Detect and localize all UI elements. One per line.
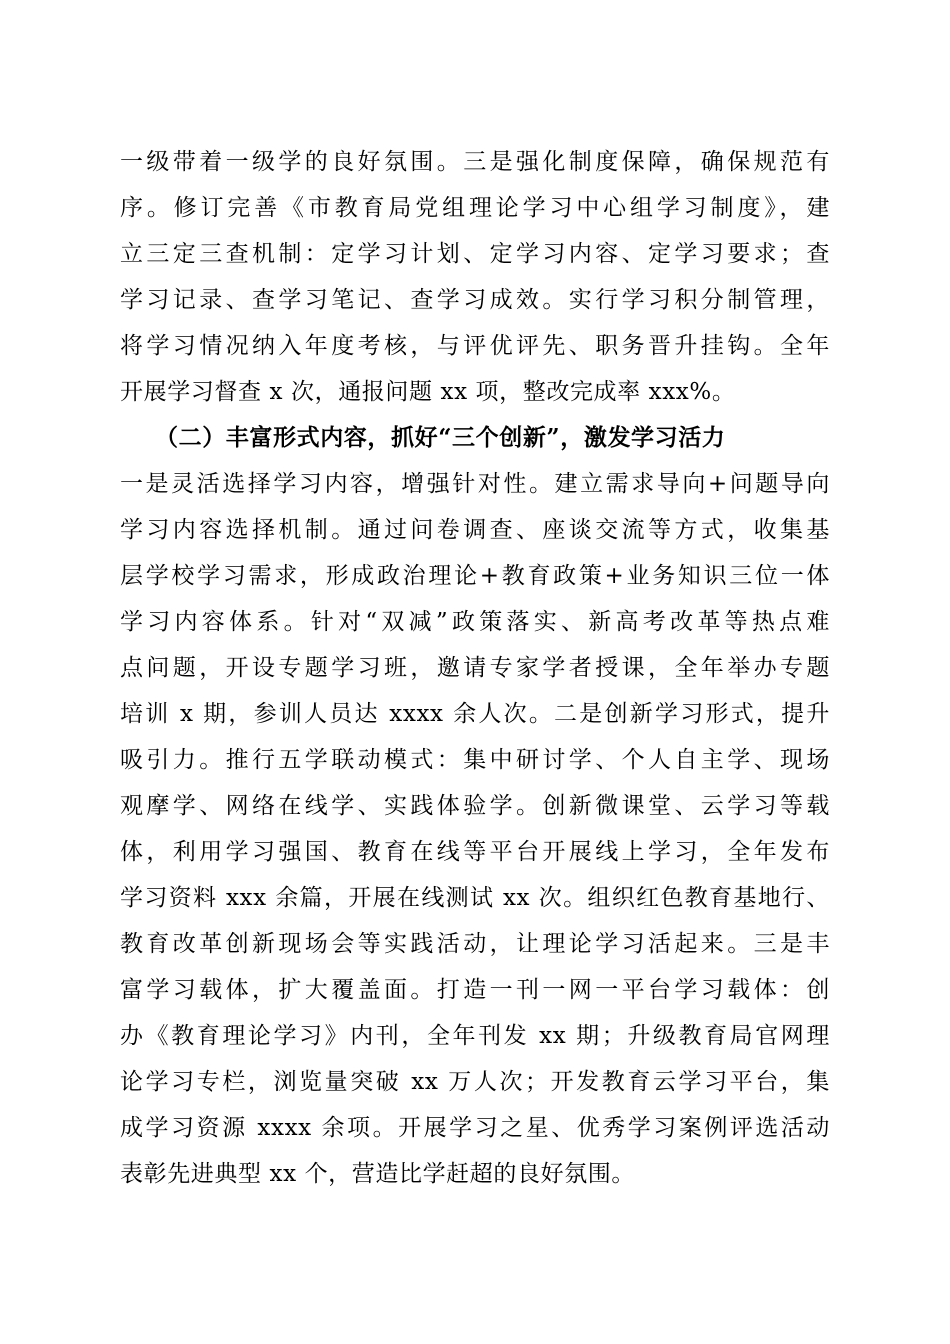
paragraph-line: 教育改革创新现场会等实践活动，让理论学习活起来。三是丰 (120, 931, 830, 957)
paragraph-line: 观摩学、网络在线学、实践体验学。创新微课堂、云学习等载 (120, 793, 830, 819)
paragraph-line: 开展学习督查 x 次，通报问题 xx 项，整改完成率 xxx%。 (120, 379, 736, 405)
paragraph-line: 学习内容选择机制。通过问卷调查、座谈交流等方式，收集基 (120, 517, 830, 543)
section-heading: （二）丰富形式内容，抓好“三个创新”，激发学习活力 (155, 424, 726, 451)
paragraph-line: 立三定三查机制：定学习计划、定学习内容、定学习要求；查 (120, 241, 830, 267)
paragraph-line: 点问题，开设专题学习班，邀请专家学者授课，全年举办专题 (120, 655, 830, 681)
paragraph-line: 成学习资源 xxxx 余项。开展学习之星、优秀学习案例评选活动 (120, 1115, 830, 1141)
paragraph-line: 论学习专栏，浏览量突破 xx 万人次；开发教育云学习平台，集 (120, 1069, 830, 1095)
paragraph-line: 富学习载体，扩大覆盖面。打造一刊一网一平台学习载体：创 (120, 977, 830, 1003)
paragraph-line: 培训 x 期，参训人员达 xxxx 余人次。二是创新学习形式，提升 (120, 701, 830, 727)
paragraph-line: 学习资料 xxx 余篇，开展在线测试 xx 次。组织红色教育基地行、 (120, 885, 830, 911)
paragraph-line: 层学校学习需求，形成政治理论+教育政策+业务知识三位一体 (120, 563, 830, 589)
paragraph-line: 吸引力。推行五学联动模式：集中研讨学、个人自主学、现场 (120, 747, 830, 773)
paragraph-line: 一是灵活选择学习内容，增强针对性。建立需求导向+问题导向 (120, 471, 830, 497)
paragraph-line: 体，利用学习强国、教育在线等平台开展线上学习，全年发布 (120, 839, 830, 865)
paragraph-line: 学习内容体系。针对“双减”政策落实、新高考改革等热点难 (120, 609, 830, 635)
paragraph-line: 序。修订完善《市教育局党组理论学习中心组学习制度》，建 (120, 195, 830, 221)
paragraph-line: 学习记录、查学习笔记、查学习成效。实行学习积分制管理， (120, 287, 830, 313)
paragraph-line: 办《教育理论学习》内刊，全年刊发 xx 期；升级教育局官网理 (120, 1023, 830, 1049)
paragraph-line: 将学习情况纳入年度考核，与评优评先、职务晋升挂钩。全年 (120, 333, 830, 359)
paragraph-line: 表彰先进典型 xx 个，营造比学赶超的良好氛围。 (120, 1161, 635, 1187)
paragraph-line: 一级带着一级学的良好氛围。三是强化制度保障，确保规范有 (120, 149, 830, 175)
